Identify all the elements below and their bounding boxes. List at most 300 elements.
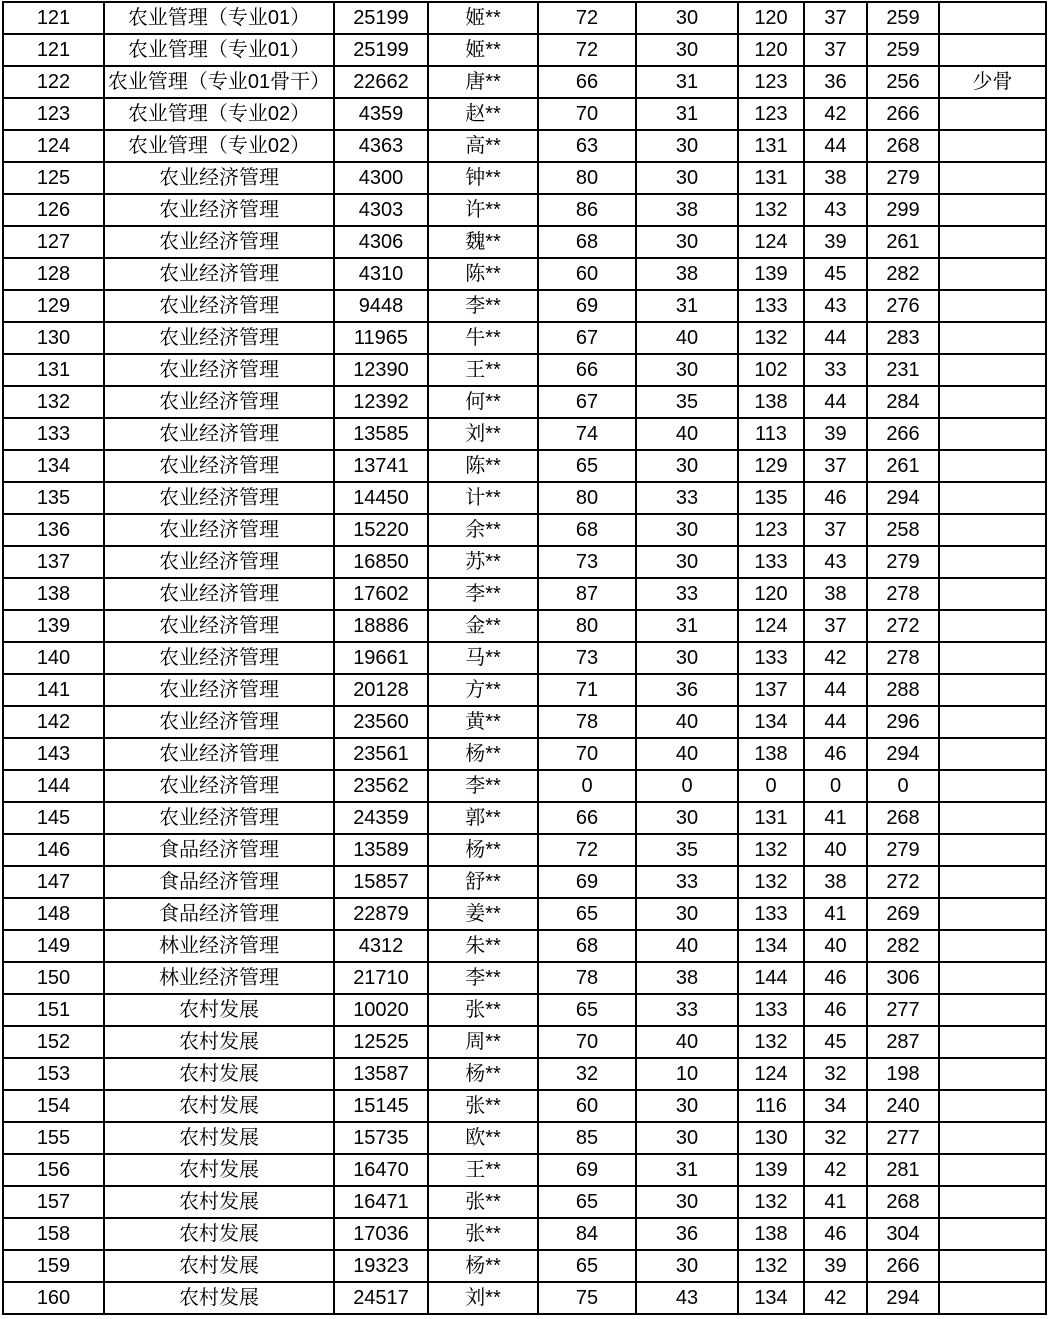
cell-score-3: 134 bbox=[738, 706, 804, 738]
cell-score-4: 38 bbox=[804, 866, 867, 898]
cell-score-1: 74 bbox=[538, 418, 636, 450]
cell-score-4: 41 bbox=[804, 898, 867, 930]
cell-row-number: 155 bbox=[3, 1122, 104, 1154]
cell-remark bbox=[939, 34, 1046, 66]
cell-score-4: 0 bbox=[804, 770, 867, 802]
cell-score-2: 40 bbox=[636, 706, 738, 738]
cell-major: 农业管理（专业01） bbox=[104, 2, 334, 34]
cell-remark bbox=[939, 994, 1046, 1026]
cell-name: 杨** bbox=[428, 738, 538, 770]
cell-score-1: 80 bbox=[538, 482, 636, 514]
cell-candidate-id: 19323 bbox=[334, 1250, 428, 1282]
cell-remark bbox=[939, 546, 1046, 578]
cell-remark bbox=[939, 2, 1046, 34]
cell-score-2: 30 bbox=[636, 1122, 738, 1154]
cell-name: 余** bbox=[428, 514, 538, 546]
cell-remark bbox=[939, 194, 1046, 226]
cell-score-2: 43 bbox=[636, 1282, 738, 1314]
cell-total-score: 272 bbox=[867, 610, 939, 642]
cell-score-3: 133 bbox=[738, 994, 804, 1026]
cell-major: 农业经济管理 bbox=[104, 706, 334, 738]
table-row bbox=[3, 1186, 1046, 1218]
cell-score-3: 132 bbox=[738, 866, 804, 898]
cell-score-3: 102 bbox=[738, 354, 804, 386]
cell-score-2: 30 bbox=[636, 1090, 738, 1122]
cell-row-number: 136 bbox=[3, 514, 104, 546]
cell-name: 赵** bbox=[428, 98, 538, 130]
cell-score-1: 60 bbox=[538, 1090, 636, 1122]
cell-candidate-id: 20128 bbox=[334, 674, 428, 706]
table-row bbox=[3, 258, 1046, 290]
cell-score-4: 39 bbox=[804, 226, 867, 258]
cell-candidate-id: 4359 bbox=[334, 98, 428, 130]
cell-name: 周** bbox=[428, 1026, 538, 1058]
table-row bbox=[3, 98, 1046, 130]
cell-score-1: 70 bbox=[538, 738, 636, 770]
cell-score-4: 37 bbox=[804, 610, 867, 642]
cell-score-2: 40 bbox=[636, 1026, 738, 1058]
cell-row-number: 129 bbox=[3, 290, 104, 322]
cell-name: 杨** bbox=[428, 1058, 538, 1090]
cell-candidate-id: 12392 bbox=[334, 386, 428, 418]
cell-total-score: 272 bbox=[867, 866, 939, 898]
cell-score-2: 30 bbox=[636, 2, 738, 34]
cell-score-3: 132 bbox=[738, 1186, 804, 1218]
cell-major: 农业经济管理 bbox=[104, 450, 334, 482]
table-row bbox=[3, 450, 1046, 482]
cell-row-number: 145 bbox=[3, 802, 104, 834]
cell-score-1: 68 bbox=[538, 226, 636, 258]
cell-remark bbox=[939, 706, 1046, 738]
cell-remark bbox=[939, 1026, 1046, 1058]
cell-score-1: 80 bbox=[538, 610, 636, 642]
cell-total-score: 296 bbox=[867, 706, 939, 738]
cell-candidate-id: 15857 bbox=[334, 866, 428, 898]
cell-name: 张** bbox=[428, 994, 538, 1026]
cell-score-1: 73 bbox=[538, 546, 636, 578]
cell-candidate-id: 22879 bbox=[334, 898, 428, 930]
table-row bbox=[3, 546, 1046, 578]
cell-candidate-id: 21710 bbox=[334, 962, 428, 994]
cell-name: 方** bbox=[428, 674, 538, 706]
cell-score-3: 138 bbox=[738, 1218, 804, 1250]
cell-score-2: 30 bbox=[636, 546, 738, 578]
cell-major: 农村发展 bbox=[104, 1058, 334, 1090]
cell-score-4: 45 bbox=[804, 258, 867, 290]
cell-score-1: 32 bbox=[538, 1058, 636, 1090]
cell-score-4: 45 bbox=[804, 1026, 867, 1058]
cell-score-3: 133 bbox=[738, 642, 804, 674]
table-row bbox=[3, 802, 1046, 834]
cell-score-1: 80 bbox=[538, 162, 636, 194]
cell-score-1: 67 bbox=[538, 322, 636, 354]
cell-major: 林业经济管理 bbox=[104, 930, 334, 962]
cell-score-4: 42 bbox=[804, 1282, 867, 1314]
cell-score-1: 65 bbox=[538, 994, 636, 1026]
cell-major: 食品经济管理 bbox=[104, 834, 334, 866]
cell-score-2: 33 bbox=[636, 866, 738, 898]
cell-row-number: 149 bbox=[3, 930, 104, 962]
cell-score-4: 41 bbox=[804, 802, 867, 834]
cell-score-2: 30 bbox=[636, 130, 738, 162]
cell-total-score: 288 bbox=[867, 674, 939, 706]
cell-candidate-id: 15735 bbox=[334, 1122, 428, 1154]
cell-name: 姬** bbox=[428, 34, 538, 66]
table-row bbox=[3, 130, 1046, 162]
cell-score-3: 123 bbox=[738, 98, 804, 130]
cell-score-4: 32 bbox=[804, 1058, 867, 1090]
document-page bbox=[0, 1, 1051, 1319]
cell-total-score: 231 bbox=[867, 354, 939, 386]
cell-score-3: 139 bbox=[738, 1154, 804, 1186]
cell-candidate-id: 22662 bbox=[334, 66, 428, 98]
cell-score-4: 33 bbox=[804, 354, 867, 386]
cell-name: 何** bbox=[428, 386, 538, 418]
cell-score-1: 66 bbox=[538, 354, 636, 386]
cell-row-number: 154 bbox=[3, 1090, 104, 1122]
cell-major: 农业经济管理 bbox=[104, 770, 334, 802]
cell-score-2: 30 bbox=[636, 1186, 738, 1218]
cell-score-3: 139 bbox=[738, 258, 804, 290]
cell-total-score: 266 bbox=[867, 1250, 939, 1282]
cell-name: 钟** bbox=[428, 162, 538, 194]
cell-remark bbox=[939, 642, 1046, 674]
cell-major: 农村发展 bbox=[104, 1122, 334, 1154]
cell-total-score: 277 bbox=[867, 1122, 939, 1154]
cell-total-score: 279 bbox=[867, 162, 939, 194]
cell-score-1: 71 bbox=[538, 674, 636, 706]
cell-candidate-id: 13587 bbox=[334, 1058, 428, 1090]
cell-score-1: 69 bbox=[538, 866, 636, 898]
cell-score-3: 120 bbox=[738, 578, 804, 610]
cell-candidate-id: 4363 bbox=[334, 130, 428, 162]
cell-score-3: 132 bbox=[738, 834, 804, 866]
cell-score-2: 30 bbox=[636, 514, 738, 546]
cell-candidate-id: 23562 bbox=[334, 770, 428, 802]
cell-score-4: 46 bbox=[804, 994, 867, 1026]
cell-score-4: 37 bbox=[804, 2, 867, 34]
cell-major: 农业管理（专业01） bbox=[104, 34, 334, 66]
cell-major: 农业经济管理 bbox=[104, 802, 334, 834]
cell-total-score: 284 bbox=[867, 386, 939, 418]
cell-score-3: 132 bbox=[738, 322, 804, 354]
cell-score-4: 39 bbox=[804, 1250, 867, 1282]
table-row bbox=[3, 386, 1046, 418]
cell-major: 农业经济管理 bbox=[104, 162, 334, 194]
cell-row-number: 141 bbox=[3, 674, 104, 706]
cell-name: 高** bbox=[428, 130, 538, 162]
table-row bbox=[3, 194, 1046, 226]
cell-major: 农业经济管理 bbox=[104, 258, 334, 290]
cell-score-1: 78 bbox=[538, 962, 636, 994]
cell-score-4: 37 bbox=[804, 450, 867, 482]
cell-score-2: 30 bbox=[636, 898, 738, 930]
cell-row-number: 159 bbox=[3, 1250, 104, 1282]
cell-name: 金** bbox=[428, 610, 538, 642]
cell-score-4: 44 bbox=[804, 322, 867, 354]
cell-remark: 少骨 bbox=[939, 66, 1046, 98]
cell-score-1: 85 bbox=[538, 1122, 636, 1154]
cell-total-score: 279 bbox=[867, 834, 939, 866]
cell-name: 张** bbox=[428, 1218, 538, 1250]
table-row bbox=[3, 418, 1046, 450]
cell-major: 林业经济管理 bbox=[104, 962, 334, 994]
cell-remark bbox=[939, 610, 1046, 642]
cell-row-number: 122 bbox=[3, 66, 104, 98]
cell-candidate-id: 18886 bbox=[334, 610, 428, 642]
cell-remark bbox=[939, 802, 1046, 834]
table-row bbox=[3, 738, 1046, 770]
cell-score-2: 30 bbox=[636, 450, 738, 482]
cell-score-3: 138 bbox=[738, 738, 804, 770]
cell-remark bbox=[939, 770, 1046, 802]
cell-major: 农业经济管理 bbox=[104, 642, 334, 674]
cell-total-score: 282 bbox=[867, 930, 939, 962]
table-row bbox=[3, 354, 1046, 386]
cell-remark bbox=[939, 866, 1046, 898]
table-row bbox=[3, 514, 1046, 546]
cell-name: 王** bbox=[428, 354, 538, 386]
cell-name: 李** bbox=[428, 290, 538, 322]
cell-major: 农村发展 bbox=[104, 1186, 334, 1218]
cell-score-1: 65 bbox=[538, 1250, 636, 1282]
table-row bbox=[3, 994, 1046, 1026]
cell-remark bbox=[939, 1090, 1046, 1122]
cell-score-1: 70 bbox=[538, 98, 636, 130]
cell-score-4: 42 bbox=[804, 642, 867, 674]
cell-major: 农业经济管理 bbox=[104, 226, 334, 258]
cell-total-score: 278 bbox=[867, 642, 939, 674]
table-row bbox=[3, 866, 1046, 898]
cell-total-score: 304 bbox=[867, 1218, 939, 1250]
cell-total-score: 266 bbox=[867, 418, 939, 450]
cell-row-number: 133 bbox=[3, 418, 104, 450]
cell-score-1: 66 bbox=[538, 66, 636, 98]
cell-major: 农业经济管理 bbox=[104, 738, 334, 770]
cell-row-number: 137 bbox=[3, 546, 104, 578]
cell-candidate-id: 4303 bbox=[334, 194, 428, 226]
table-row bbox=[3, 162, 1046, 194]
cell-score-4: 43 bbox=[804, 194, 867, 226]
cell-score-3: 129 bbox=[738, 450, 804, 482]
cell-remark bbox=[939, 1250, 1046, 1282]
cell-score-2: 35 bbox=[636, 386, 738, 418]
cell-score-4: 36 bbox=[804, 66, 867, 98]
cell-remark bbox=[939, 930, 1046, 962]
cell-major: 农业经济管理 bbox=[104, 482, 334, 514]
cell-name: 欧** bbox=[428, 1122, 538, 1154]
cell-remark bbox=[939, 98, 1046, 130]
cell-remark bbox=[939, 1218, 1046, 1250]
cell-score-2: 30 bbox=[636, 802, 738, 834]
table-row bbox=[3, 578, 1046, 610]
cell-name: 陈** bbox=[428, 450, 538, 482]
cell-remark bbox=[939, 418, 1046, 450]
cell-score-1: 63 bbox=[538, 130, 636, 162]
cell-score-3: 120 bbox=[738, 2, 804, 34]
cell-score-3: 113 bbox=[738, 418, 804, 450]
cell-candidate-id: 11965 bbox=[334, 322, 428, 354]
cell-total-score: 278 bbox=[867, 578, 939, 610]
cell-score-2: 31 bbox=[636, 66, 738, 98]
cell-remark bbox=[939, 290, 1046, 322]
cell-name: 郭** bbox=[428, 802, 538, 834]
table-row bbox=[3, 834, 1046, 866]
cell-name: 刘** bbox=[428, 1282, 538, 1314]
cell-score-2: 36 bbox=[636, 674, 738, 706]
cell-remark bbox=[939, 354, 1046, 386]
cell-name: 李** bbox=[428, 770, 538, 802]
cell-name: 杨** bbox=[428, 1250, 538, 1282]
cell-score-2: 40 bbox=[636, 930, 738, 962]
cell-row-number: 158 bbox=[3, 1218, 104, 1250]
cell-total-score: 299 bbox=[867, 194, 939, 226]
cell-score-3: 123 bbox=[738, 514, 804, 546]
cell-score-4: 42 bbox=[804, 1154, 867, 1186]
cell-total-score: 266 bbox=[867, 98, 939, 130]
cell-major: 农业经济管理 bbox=[104, 322, 334, 354]
cell-score-3: 131 bbox=[738, 802, 804, 834]
cell-row-number: 127 bbox=[3, 226, 104, 258]
cell-score-1: 72 bbox=[538, 34, 636, 66]
cell-row-number: 135 bbox=[3, 482, 104, 514]
cell-score-1: 68 bbox=[538, 930, 636, 962]
cell-score-3: 131 bbox=[738, 130, 804, 162]
cell-candidate-id: 25199 bbox=[334, 34, 428, 66]
score-table bbox=[2, 1, 1047, 1315]
cell-total-score: 0 bbox=[867, 770, 939, 802]
cell-name: 苏** bbox=[428, 546, 538, 578]
cell-score-3: 132 bbox=[738, 194, 804, 226]
cell-score-1: 65 bbox=[538, 450, 636, 482]
cell-candidate-id: 4300 bbox=[334, 162, 428, 194]
cell-total-score: 268 bbox=[867, 130, 939, 162]
cell-total-score: 240 bbox=[867, 1090, 939, 1122]
cell-candidate-id: 9448 bbox=[334, 290, 428, 322]
cell-score-1: 69 bbox=[538, 290, 636, 322]
cell-total-score: 294 bbox=[867, 738, 939, 770]
cell-total-score: 259 bbox=[867, 2, 939, 34]
cell-candidate-id: 4310 bbox=[334, 258, 428, 290]
cell-row-number: 121 bbox=[3, 34, 104, 66]
cell-score-1: 69 bbox=[538, 1154, 636, 1186]
cell-row-number: 138 bbox=[3, 578, 104, 610]
cell-score-4: 46 bbox=[804, 1218, 867, 1250]
cell-score-3: 0 bbox=[738, 770, 804, 802]
cell-row-number: 143 bbox=[3, 738, 104, 770]
cell-major: 农业经济管理 bbox=[104, 354, 334, 386]
cell-remark bbox=[939, 1122, 1046, 1154]
cell-major: 农村发展 bbox=[104, 1282, 334, 1314]
cell-major: 农业经济管理 bbox=[104, 194, 334, 226]
cell-score-1: 78 bbox=[538, 706, 636, 738]
cell-score-4: 40 bbox=[804, 834, 867, 866]
cell-score-2: 30 bbox=[636, 354, 738, 386]
cell-major: 食品经济管理 bbox=[104, 898, 334, 930]
cell-score-1: 87 bbox=[538, 578, 636, 610]
cell-candidate-id: 4306 bbox=[334, 226, 428, 258]
cell-name: 计** bbox=[428, 482, 538, 514]
cell-name: 许** bbox=[428, 194, 538, 226]
cell-candidate-id: 25199 bbox=[334, 2, 428, 34]
cell-name: 李** bbox=[428, 962, 538, 994]
cell-candidate-id: 16850 bbox=[334, 546, 428, 578]
cell-score-1: 67 bbox=[538, 386, 636, 418]
cell-score-1: 72 bbox=[538, 2, 636, 34]
cell-candidate-id: 13589 bbox=[334, 834, 428, 866]
cell-row-number: 126 bbox=[3, 194, 104, 226]
cell-score-1: 65 bbox=[538, 898, 636, 930]
cell-major: 农业管理（专业02） bbox=[104, 130, 334, 162]
table-row bbox=[3, 322, 1046, 354]
cell-row-number: 124 bbox=[3, 130, 104, 162]
cell-score-4: 40 bbox=[804, 930, 867, 962]
table-row bbox=[3, 962, 1046, 994]
cell-score-4: 43 bbox=[804, 290, 867, 322]
cell-score-3: 133 bbox=[738, 290, 804, 322]
cell-total-score: 276 bbox=[867, 290, 939, 322]
cell-candidate-id: 17036 bbox=[334, 1218, 428, 1250]
cell-major: 农村发展 bbox=[104, 1090, 334, 1122]
cell-score-2: 30 bbox=[636, 34, 738, 66]
cell-remark bbox=[939, 738, 1046, 770]
cell-name: 张** bbox=[428, 1090, 538, 1122]
cell-score-3: 133 bbox=[738, 898, 804, 930]
cell-score-1: 72 bbox=[538, 834, 636, 866]
cell-remark bbox=[939, 386, 1046, 418]
cell-name: 黄** bbox=[428, 706, 538, 738]
cell-score-4: 46 bbox=[804, 482, 867, 514]
table-row bbox=[3, 226, 1046, 258]
cell-score-1: 86 bbox=[538, 194, 636, 226]
cell-total-score: 268 bbox=[867, 802, 939, 834]
cell-remark bbox=[939, 1154, 1046, 1186]
cell-total-score: 282 bbox=[867, 258, 939, 290]
cell-score-4: 46 bbox=[804, 962, 867, 994]
cell-score-3: 124 bbox=[738, 610, 804, 642]
cell-score-4: 38 bbox=[804, 162, 867, 194]
cell-score-2: 30 bbox=[636, 226, 738, 258]
cell-score-1: 68 bbox=[538, 514, 636, 546]
cell-score-4: 32 bbox=[804, 1122, 867, 1154]
cell-name: 李** bbox=[428, 578, 538, 610]
table-row bbox=[3, 610, 1046, 642]
cell-name: 马** bbox=[428, 642, 538, 674]
cell-row-number: 130 bbox=[3, 322, 104, 354]
cell-row-number: 153 bbox=[3, 1058, 104, 1090]
cell-remark bbox=[939, 450, 1046, 482]
cell-candidate-id: 23561 bbox=[334, 738, 428, 770]
table-row bbox=[3, 66, 1046, 98]
cell-score-4: 43 bbox=[804, 546, 867, 578]
cell-score-3: 134 bbox=[738, 1282, 804, 1314]
cell-remark bbox=[939, 258, 1046, 290]
cell-score-1: 84 bbox=[538, 1218, 636, 1250]
cell-score-1: 65 bbox=[538, 1186, 636, 1218]
cell-score-4: 42 bbox=[804, 98, 867, 130]
cell-score-1: 0 bbox=[538, 770, 636, 802]
cell-total-score: 259 bbox=[867, 34, 939, 66]
cell-name: 牛** bbox=[428, 322, 538, 354]
cell-score-2: 40 bbox=[636, 322, 738, 354]
cell-score-3: 138 bbox=[738, 386, 804, 418]
cell-row-number: 148 bbox=[3, 898, 104, 930]
table-row bbox=[3, 770, 1046, 802]
cell-remark bbox=[939, 578, 1046, 610]
cell-score-2: 33 bbox=[636, 482, 738, 514]
cell-score-3: 132 bbox=[738, 1250, 804, 1282]
cell-score-3: 124 bbox=[738, 1058, 804, 1090]
